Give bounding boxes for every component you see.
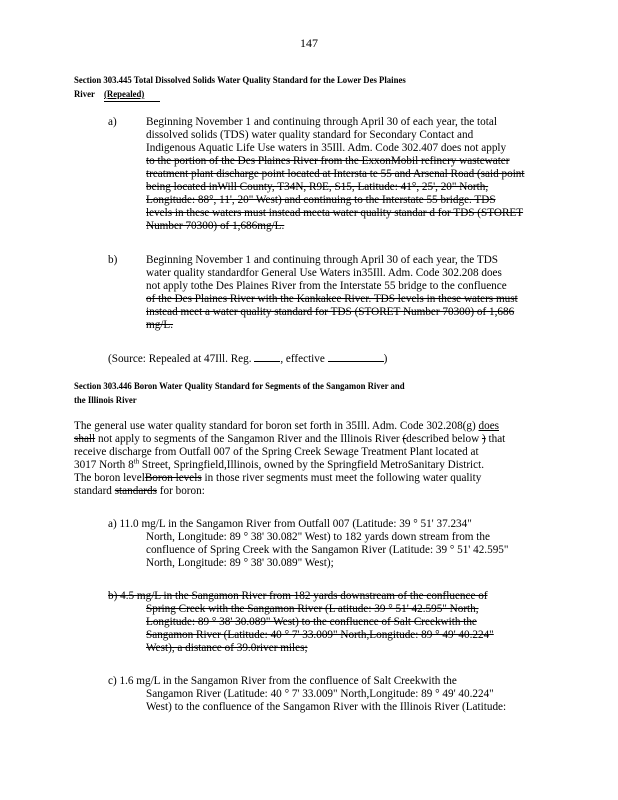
item-a-struck-line: being located inWill County, T34N, R9E, S15, Latitude: 41°, 25', 20" North, [146,181,489,193]
intro-text: 3017 North 8 [74,459,134,471]
boron-item-b-struck-line: b) 4.5 mg/L in the Sangamon River from 182 yards downstream of the confluence of [108,590,488,602]
item-a-line: Beginning November 1 and continuing through April 30 of each year, the total [146,116,497,128]
boron-item-b-struck-line: Sangamon River (Latitude: 40 ° 7' 33.009" North,Longitude: 89 ° 49' 40.224" [146,629,494,641]
effective-blank [328,352,384,362]
boron-item-b-struck-line: West), a distance of 39.0river miles; [146,642,308,654]
item-a-struck-line: Number 70300) of 1,686mg/L. [146,220,285,232]
source-close: ) [383,353,388,365]
intro-line [74,420,499,432]
item-a-struck-line: Longitude: 88°, 11', 20" West) and continuing to the Interstate 55 bridge. TDS [146,194,496,206]
section-303-446-heading-line1: Section 303.446 Boron Water Quality Standard for Segments of the Sangamon River and [74,382,405,392]
intro-text: The general use water quality standard for boron set forth in 35Ill. Adm. Code 302.208(g) [74,420,479,432]
item-a-line: dissolved solids (TDS) water quality standard for Secondary Contact and [146,129,474,141]
item-b-marker: b) [108,254,118,266]
intro-text: Street, Springfield,Illinois, owned by the Springfield MetroSanitary District. [139,459,485,471]
intro-line: receive discharge from Outfall 007 of the Spring Creek Sewage Treatment Plant located at [74,446,479,458]
section-303-445-heading-repealed [104,90,144,100]
item-b-struck-line: of the Des Plaines River with the Kankakee River. TDS levels in these waters must [146,293,518,305]
item-a-struck-line: levels in these waters must instead meeta water quality standar d for TDS (STORET [146,207,524,219]
item-a-struck-line: to the portion of the Des Plaines River from the ExxonMobil refinery wastewater [146,155,510,167]
intro-text: standard [74,485,115,497]
intro-text: that [485,433,506,445]
boron-item-c-line: Sangamon River (Latitude: 40 ° 7' 33.009" North,Longitude: 89 ° 49' 40.224" [146,688,494,700]
intro-text: for boron: [156,485,205,497]
boron-item-a-line: confluence of Spring Creek with the Sangamon River (Latitude: 39 ° 51' 42.595" [146,544,509,556]
item-a-struck-line: treatment plant discharge point located at Intersta te 55 and Arsenal Road (said point [146,168,525,180]
section-303-445-heading-river: River [74,90,95,100]
boron-item-a-line: North, Longitude: 89 ° 38' 30.089" West); [146,557,334,569]
item-b-line: water quality standardfor General Use Waters in35Ill. Adm. Code 302.208 does [146,267,502,279]
reg-blank [254,352,280,362]
ordinal-suffix: th [133,457,140,466]
section-303-446-heading-line2: the Illinois River [74,396,137,406]
deleted-text: Boron levels [144,472,202,484]
source-prefix: (Source: Repealed at 47Ill. Reg. [108,353,252,365]
intro-line [74,485,205,497]
item-a-line: Indigenous Aquatic Life Use waters in 35Ill. Adm. Code 302.407 does not apply [146,142,507,154]
intro-line [74,472,481,484]
boron-item-a-line: North, Longitude: 89 ° 38' 30.082" West) to 182 yards down stream from the [146,531,490,543]
page-number: 147 [300,36,318,50]
intro-text: The boron level [74,472,145,484]
boron-item-b-struck-line: Spring Creek with the Sangamon River (L atitude: 39 ° 51' 42.595" North, [146,603,479,615]
intro-line [74,459,484,471]
item-b-struck-line: instead meet a water quality standard for TDS (STORET Number 70300) of 1,686 [146,306,515,318]
source-effective: , effective [280,353,325,365]
intro-line [74,433,505,445]
item-b-line: Beginning November 1 and continuing through April 30 of each year, the TDS [146,254,498,266]
deleted-text: standards [114,485,157,497]
inserted-text: does [478,420,500,432]
deleted-text: ) [481,433,486,445]
item-b-line: not apply tothe Des Plaines River from the Interstate 55 bridge to the confluence [146,280,507,292]
source-citation [108,352,387,365]
repealed-label: (Repealed) [104,90,145,100]
repealed-underline [104,101,160,102]
intro-text: not apply to segments of the Sangamon River and the Illinois River [95,433,403,445]
intro-text: described below [406,433,482,445]
boron-item-a-line: a) 11.0 mg/L in the Sangamon River from Outfall 007 (Latitude: 39 ° 51' 37.234" [108,518,472,530]
boron-item-b-struck-line: Longitude: 89 ° 38' 30.089" West) to the confluence of Salt Creekwith the [146,616,477,628]
boron-item-c-line: c) 1.6 mg/L in the Sangamon River from the confluence of Salt Creekwith the [108,675,457,687]
intro-text: in those river segments must meet the following water quality [201,472,482,484]
item-b-struck-line: mg/L. [146,319,174,331]
deleted-text: ( [402,433,407,445]
deleted-text: shall [74,433,96,445]
section-303-445-heading-line1: Section 303.445 Total Dissolved Solids Water Quality Standard for the Lower Des Plaines [74,76,406,86]
boron-item-c-line: West) to the confluence of the Sangamon River with the Illinois River (Latitude: [146,701,507,713]
item-a-marker: a) [108,116,117,128]
